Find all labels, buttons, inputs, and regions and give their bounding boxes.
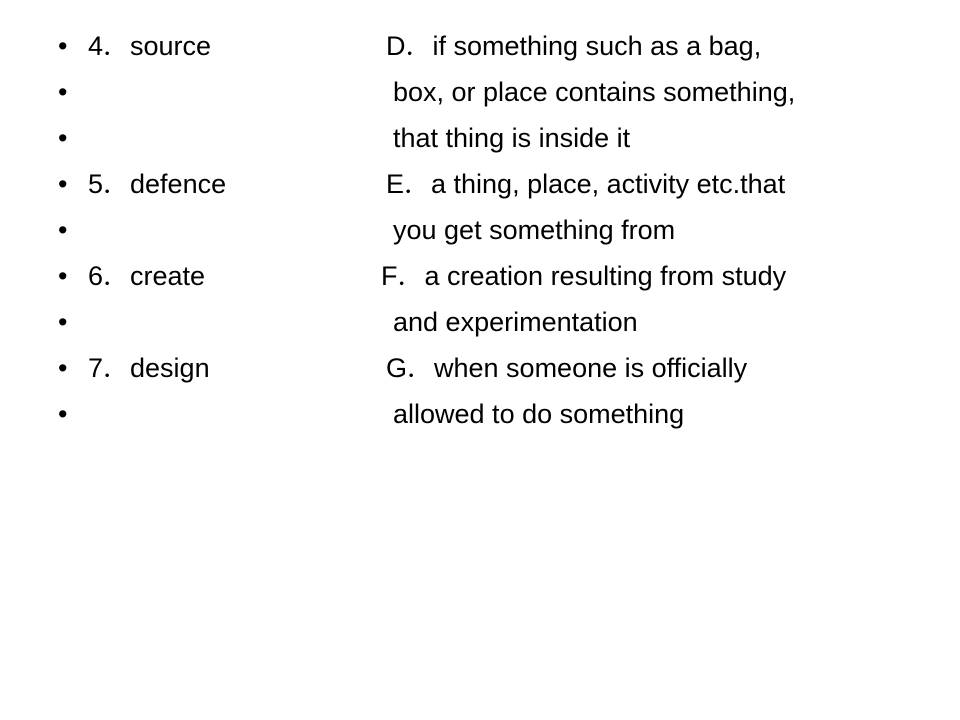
bullet-icon: • — [58, 31, 68, 61]
list-item — [0, 164, 960, 204]
bullet-icon: • — [58, 123, 68, 153]
list-item — [0, 302, 960, 342]
list-item — [0, 72, 960, 112]
bullet-icon: • — [58, 261, 68, 291]
definition-text: you get something from — [393, 215, 676, 245]
bullet-icon: • — [58, 215, 68, 245]
term-label: 6．create — [88, 261, 206, 291]
list-item — [0, 394, 960, 434]
term-label: 5．defence — [88, 169, 227, 199]
definition-text: that thing is inside it — [393, 123, 631, 153]
bullet-icon: • — [58, 169, 68, 199]
definition-text: F．a creation resulting from study — [381, 261, 787, 291]
bullet-icon: • — [58, 77, 68, 107]
term-label: 4．source — [88, 31, 212, 61]
bullet-icon: • — [58, 307, 68, 337]
definition-text: box, or place contains something, — [393, 77, 796, 107]
bullet-icon: • — [58, 399, 68, 429]
list-item — [0, 210, 960, 250]
list-item — [0, 26, 960, 66]
definition-text: E．a thing, place, activity etc.that — [386, 169, 786, 199]
term-label: 7．design — [88, 353, 210, 383]
definition-text: and experimentation — [393, 307, 638, 337]
definition-text: D．if something such as a bag, — [386, 31, 762, 61]
list-item — [0, 256, 960, 296]
list-item — [0, 348, 960, 388]
definition-text: allowed to do something — [393, 399, 685, 429]
definition-text: G．when someone is officially — [386, 353, 748, 383]
list-item — [0, 118, 960, 158]
bullet-icon: • — [58, 353, 68, 383]
